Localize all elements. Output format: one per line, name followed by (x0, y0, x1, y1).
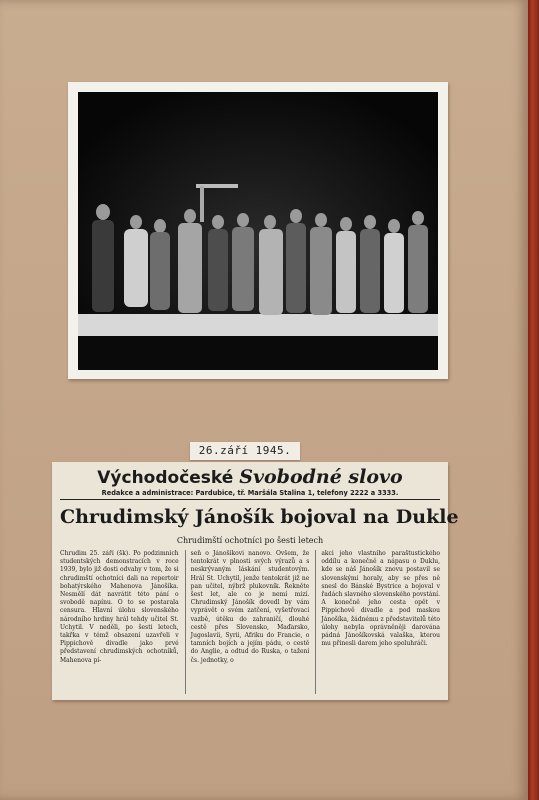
stage-scene-image (78, 92, 438, 370)
article-headline: Chrudimský Jánošík bojoval na Dukle (60, 506, 459, 528)
newspaper-masthead (60, 465, 440, 489)
article-column-3: akci jeho vlastního paraštustického oddílu a konečně a nápasu o Duklu, kde se náš Jánošík znovu postavil se slovenskými horaly, aby se přes ně snesl do Bánské Bystrice a bojoval v řadách slavného slovenského povstání. A konečně jeho cesta opět v Pippichově divadle a pod maskou Jánošíka, žádnému z představitelů této úlohy nebyla oprávněněji darována pádná Jánošíkovská valaška, kterou mu přinesli darem jeho spoluhráči. (315, 550, 440, 694)
masthead-info: Redakce a administrace: Pardubice, tř. Maršála Stalina 1, telefony 2222 a 3333. (101, 489, 399, 497)
article-subhead: Chrudimští ochotníci po šesti letech (176, 536, 324, 545)
album-spine (528, 0, 539, 800)
article-body (60, 550, 440, 694)
masthead-part1: Východočeské (97, 468, 234, 488)
photo-mount (68, 82, 448, 379)
masthead-part2: Svobodné slovo (239, 466, 403, 488)
theatre-stage-photo (78, 92, 438, 370)
masthead-rule (60, 499, 440, 500)
date-label: 26.září 1945. (190, 442, 300, 460)
article-column-1: Chrudim 25. září (šk). Po podzimních studentských demonstracích v roce 1939, bylo již dosti odvahy v tom, že si chrudimští ochotníci dali na repertoir bohatýrského Mahenova Jánošíka. Nesmělí dát navrátit této pání o svobodě napínu. O to se postarala censura. Hlavní úlohu slovenského národního hrdiny hrál tehdy učitel St. Uchytil. V neděli, po šesti letech, takřka v témž obsazení uzavřeli v Pippichově divadle jako prvé představení chrudimských ochotníků, Mahenova pí- (60, 550, 179, 664)
article-column-2: seň o Jánošíkovi nanovo. Ovšem, že tentokrát v plnosti svých výrazů a s neskrývaným láskání studentovým. Hrál St. Uchytil, jenže tentokrát již ne pan učitel, nýbrž plukovník. Řekněte šest let, ale co je nemí mizí. Chrudimský Jánošík dovedl by vám vyprávět o svém zatčení, vyšetřovací vazbě, útěku do zahraničí, dlouhé cestě přes Slovensko, Maďarsko, Jugoslavii, Syrii, Afriku do Francie, o tamních bojích a jejím pádu, o cestě do Anglie, a odtud do Ruska, o tažení čs. jednotky, o (185, 550, 310, 694)
newspaper-clipping (52, 462, 459, 700)
